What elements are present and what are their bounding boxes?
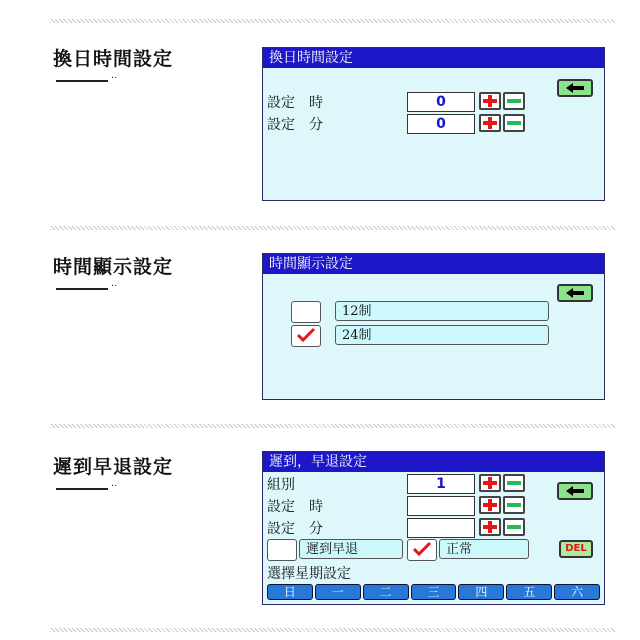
weekday-tue-button[interactable]: 二 <box>363 584 409 600</box>
weekday-sun-button[interactable]: 日 <box>267 584 313 600</box>
back-arrow-icon <box>565 485 585 497</box>
weekday-thu-button[interactable]: 四 <box>458 584 504 600</box>
plus-icon <box>483 117 497 129</box>
plus-icon <box>483 477 497 489</box>
minus-icon <box>507 117 521 129</box>
24h-option-button[interactable]: 24制 <box>335 325 549 345</box>
panel-title: 換日時間設定 <box>263 48 604 68</box>
hour-plus-button[interactable] <box>479 92 501 110</box>
hour-minus-button[interactable] <box>503 92 525 110</box>
group-minus-button[interactable] <box>503 474 525 492</box>
12h-option-button[interactable]: 12制 <box>335 301 549 321</box>
heading-underline <box>56 488 108 490</box>
heading-dots: ·· <box>111 481 118 492</box>
check-icon <box>296 327 316 343</box>
heading-dots: ·· <box>111 281 118 292</box>
panel-title: 遲到，早退設定 <box>263 452 604 472</box>
delete-button[interactable]: DEL <box>559 540 593 558</box>
late-early-panel <box>262 451 605 605</box>
24h-checkbox[interactable] <box>291 325 321 347</box>
late-early-option-button[interactable]: 遲到早退 <box>299 539 403 559</box>
minus-icon <box>507 521 521 533</box>
plus-icon <box>483 521 497 533</box>
heading-underline <box>56 80 108 82</box>
minute-value[interactable] <box>407 518 475 538</box>
back-arrow-icon <box>565 82 585 94</box>
section-heading-day-change: 換日時間設定 <box>53 48 174 70</box>
section-heading-time-display: 時間顯示設定 <box>53 256 174 278</box>
minute-plus-button[interactable] <box>479 518 501 536</box>
back-button[interactable] <box>557 482 593 500</box>
hour-plus-button[interactable] <box>479 496 501 514</box>
weekday-wed-button[interactable]: 三 <box>411 584 457 600</box>
group-label: 組別 <box>267 477 295 493</box>
hour-label: 設定 時 <box>267 95 323 111</box>
back-button[interactable] <box>557 284 593 302</box>
check-icon <box>412 541 432 557</box>
normal-option-button[interactable]: 正常 <box>439 539 529 559</box>
separator <box>50 226 615 230</box>
minute-minus-button[interactable] <box>503 518 525 536</box>
minute-plus-button[interactable] <box>479 114 501 132</box>
group-value[interactable]: 1 <box>407 474 475 494</box>
weekday-heading: 選擇星期設定 <box>267 566 351 582</box>
back-arrow-icon <box>565 287 585 299</box>
late-early-checkbox[interactable] <box>267 539 297 561</box>
hour-minus-button[interactable] <box>503 496 525 514</box>
hour-value[interactable] <box>407 496 475 516</box>
weekday-mon-button[interactable]: 一 <box>315 584 361 600</box>
12h-checkbox[interactable] <box>291 301 321 323</box>
hour-label: 設定 時 <box>267 499 323 515</box>
hour-value[interactable]: 0 <box>407 92 475 112</box>
minute-minus-button[interactable] <box>503 114 525 132</box>
separator <box>50 424 615 428</box>
heading-underline <box>56 288 108 290</box>
minute-value[interactable]: 0 <box>407 114 475 134</box>
day-change-panel <box>262 47 605 201</box>
normal-checkbox[interactable] <box>407 539 437 561</box>
separator <box>50 628 615 632</box>
minus-icon <box>507 95 521 107</box>
heading-dots: ·· <box>111 73 118 84</box>
separator <box>50 19 615 23</box>
weekday-sat-button[interactable]: 六 <box>554 584 600 600</box>
minute-label: 設定 分 <box>267 521 323 537</box>
weekday-fri-button[interactable]: 五 <box>506 584 552 600</box>
back-button[interactable] <box>557 79 593 97</box>
plus-icon <box>483 499 497 511</box>
panel-title: 時間顯示設定 <box>263 254 604 274</box>
group-plus-button[interactable] <box>479 474 501 492</box>
section-heading-late-early: 遲到早退設定 <box>53 456 174 478</box>
minute-label: 設定 分 <box>267 117 323 133</box>
minus-icon <box>507 477 521 489</box>
plus-icon <box>483 95 497 107</box>
minus-icon <box>507 499 521 511</box>
time-display-panel <box>262 253 605 400</box>
weekday-row <box>267 584 600 600</box>
